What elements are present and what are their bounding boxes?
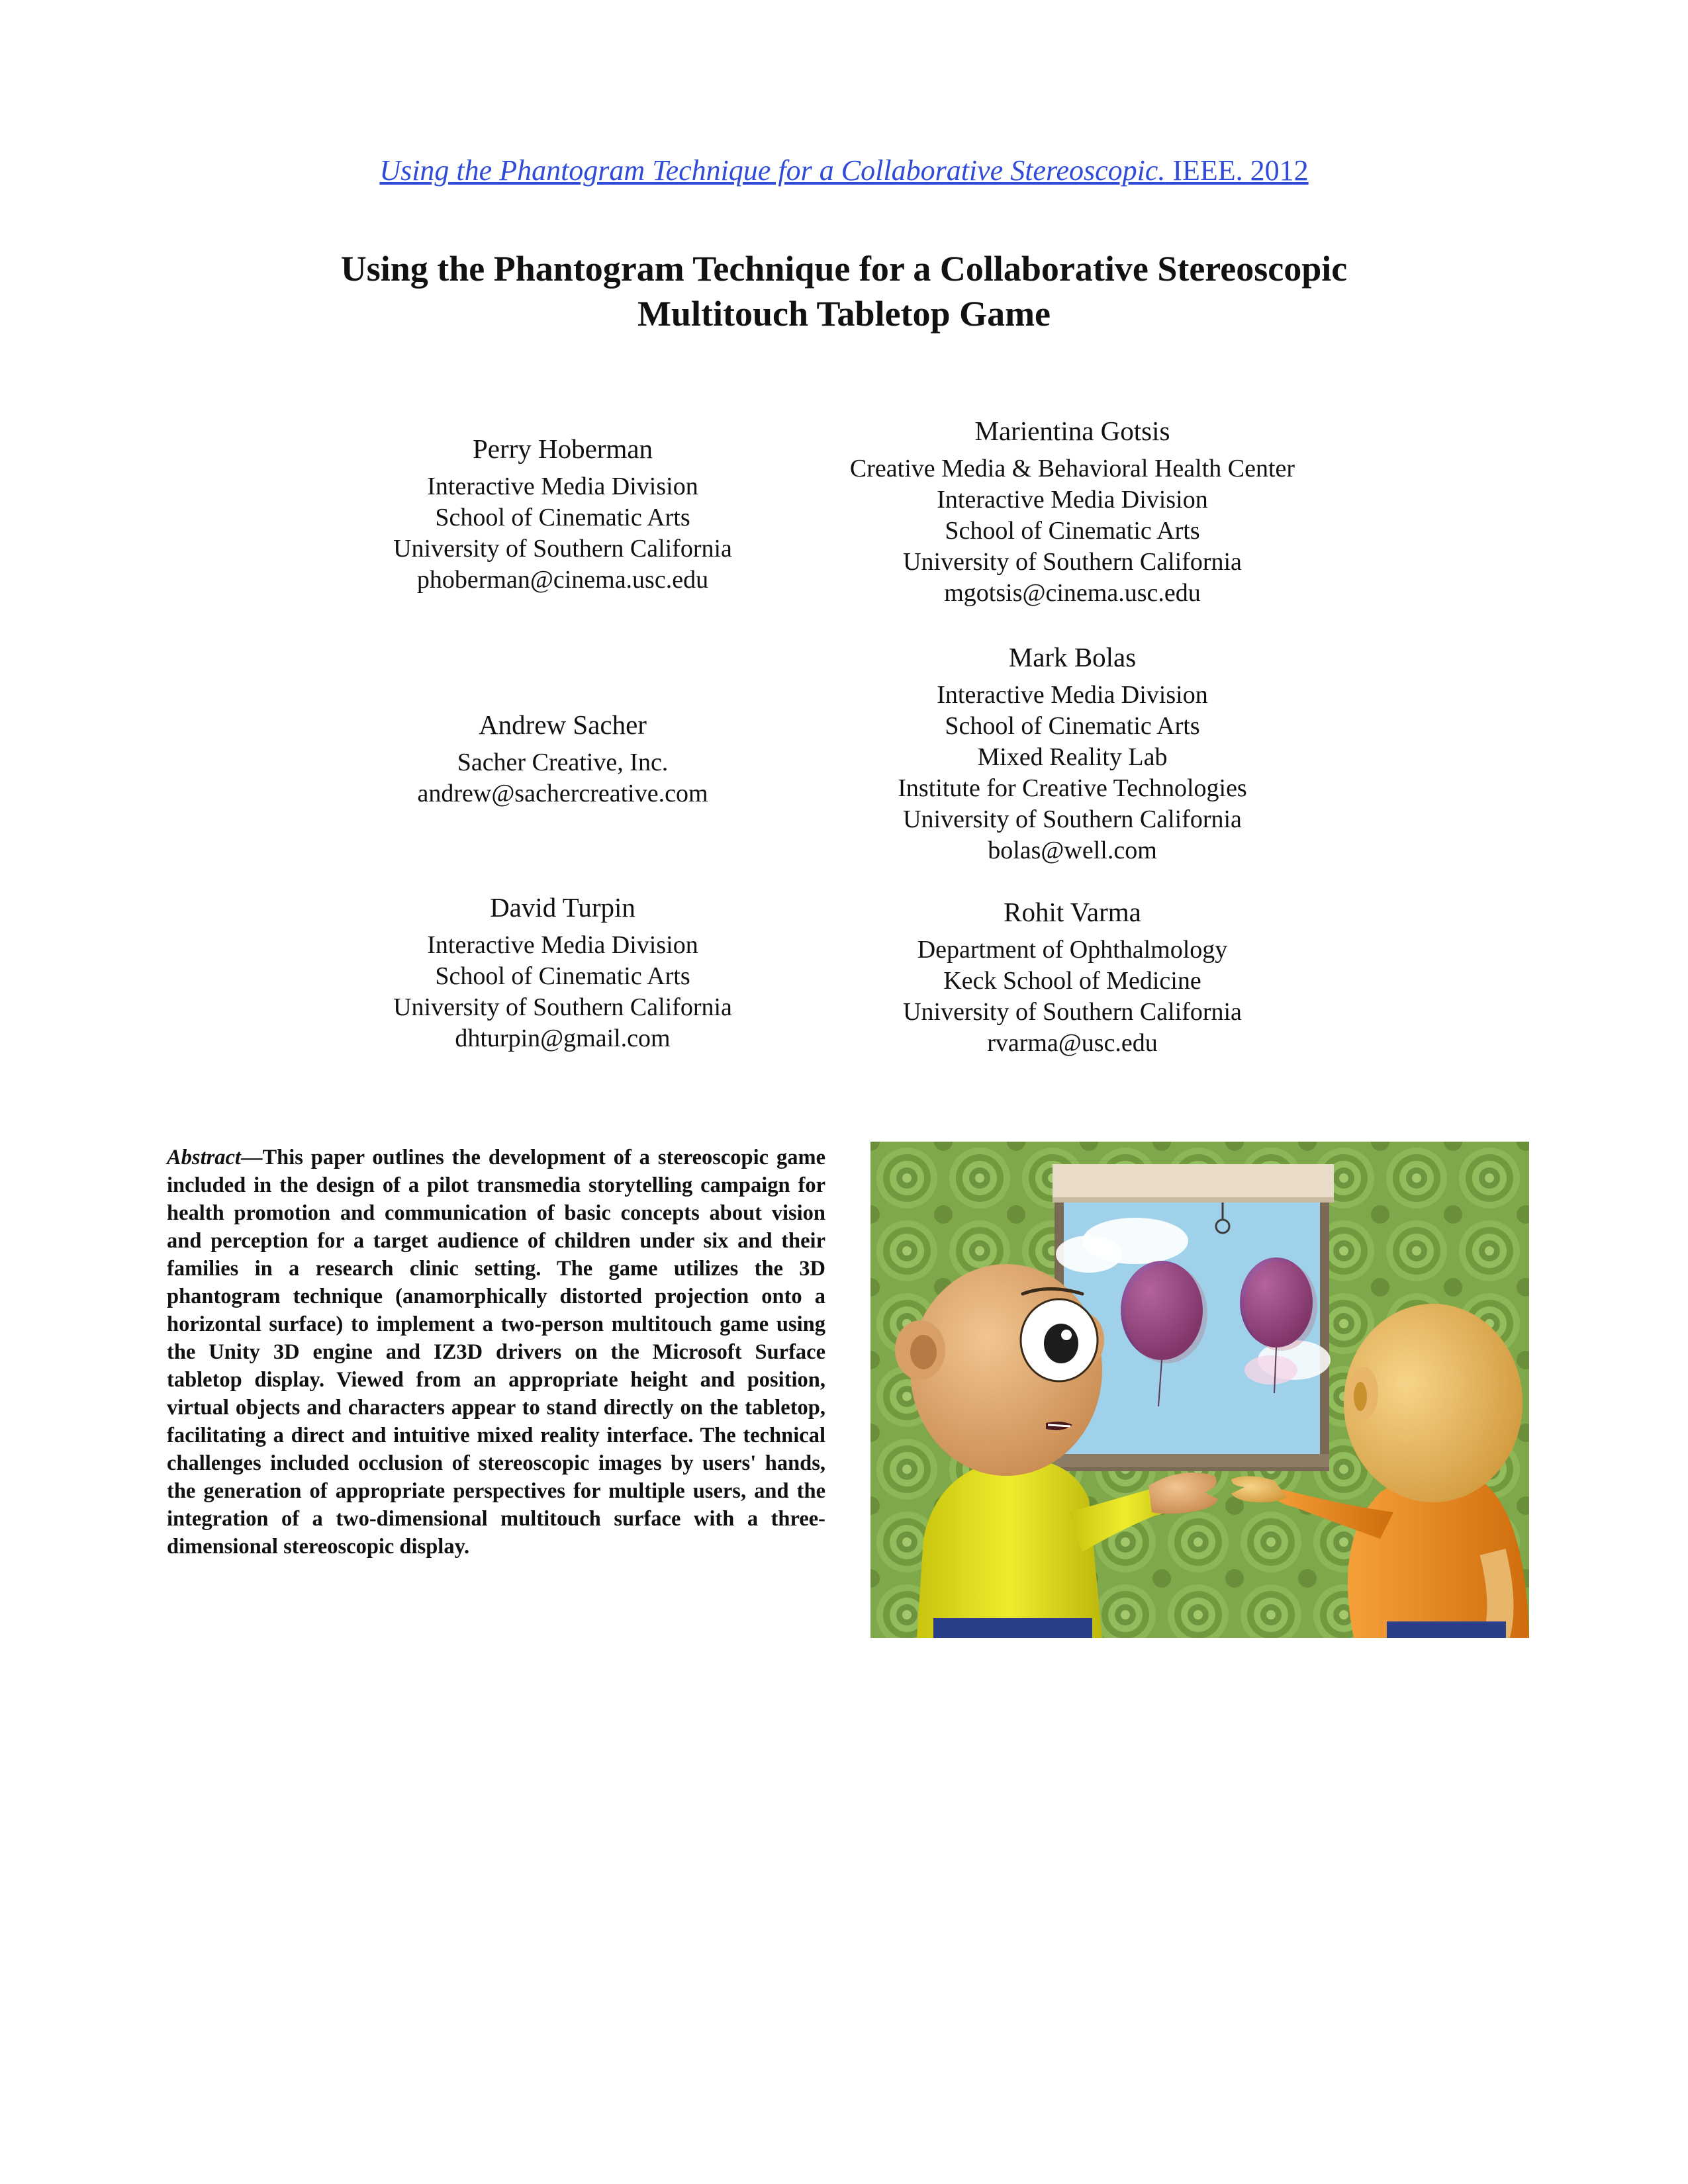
author-affiliation: Interactive Media Division	[427, 473, 698, 500]
author-block-bolas	[834, 642, 1311, 866]
author-block-hoberman	[357, 433, 768, 596]
author-email: rvarma@usc.edu	[987, 1029, 1158, 1057]
author-affiliation: University of Southern California	[903, 805, 1242, 833]
author-name: Rohit Varma	[1004, 897, 1141, 927]
window-blind	[1053, 1164, 1334, 1203]
author-affiliation: University of Southern California	[903, 998, 1242, 1026]
citation-link[interactable]	[379, 154, 1308, 187]
author-affiliation: School of Cinematic Arts	[435, 962, 690, 990]
author-name: Marientina Gotsis	[974, 416, 1170, 446]
game-scene-illustration	[870, 1142, 1529, 1638]
author-affiliation: Interactive Media Division	[427, 931, 698, 959]
author-email: andrew@sachercreative.com	[417, 780, 708, 807]
game-screenshot-figure	[870, 1142, 1529, 1638]
author-affiliation: Mixed Reality Lab	[977, 743, 1168, 771]
author-affiliation: Department of Ophthalmology	[917, 936, 1228, 964]
pants-right	[1387, 1621, 1506, 1638]
abstract-label: Abstract	[167, 1146, 241, 1169]
author-affiliation: Keck School of Medicine	[943, 967, 1201, 995]
author-email: phoberman@cinema.usc.edu	[416, 566, 709, 594]
author-email: dhturpin@gmail.com	[455, 1024, 671, 1052]
paper-title-line1: Using the Phantogram Technique for a Collaborative Stereoscopic	[340, 249, 1348, 289]
author-affiliation: Creative Media & Behavioral Health Center	[849, 455, 1295, 482]
author-block-varma	[834, 897, 1311, 1059]
author-affiliation: Interactive Media Division	[937, 681, 1208, 709]
author-email: mgotsis@cinema.usc.edu	[944, 579, 1201, 607]
abstract-text: This paper outlines the development of a stereoscopic game included in the design of a pilot transmedia storytelling campaign for health promotion and communication of basic concepts about vision and perception for a target audience of children under six and their families in a research clinic setting. The game utilizes the 3D phantogram technique (anamorphically distorted projection onto a horizontal surface) to implement a two-person multitouch game using the Unity 3D engine and IZ3D drivers on the Microsoft Surface tabletop display. Viewed from an appropriate height and position, virtual objects and characters appear to stand directly on the tabletop, facilitating a direct and intuitive mixed reality interface. The technical challenges included occlusion of stereoscopic images by users' hands, the generation of appropriate perspectives for multiple users, and the integration of a two-dimensional multitouch surface with a three-dimensional stereoscopic display.	[167, 1146, 825, 1559]
author-block-sacher	[357, 709, 768, 809]
author-affiliation: Sacher Creative, Inc.	[457, 749, 669, 776]
author-name: Mark Bolas	[1008, 642, 1137, 672]
author-block-turpin	[357, 892, 768, 1054]
author-affiliation: Institute for Creative Technologies	[898, 774, 1247, 802]
author-name: Andrew Sacher	[479, 709, 647, 740]
abstract	[167, 1144, 825, 1561]
author-name: Perry Hoberman	[472, 433, 653, 464]
citation-venue-year: IEEE. 2012	[1165, 154, 1309, 187]
author-affiliation: Interactive Media Division	[937, 486, 1208, 514]
author-affiliation: University of Southern California	[393, 993, 732, 1021]
author-name: David Turpin	[490, 892, 635, 923]
author-block-gotsis	[808, 416, 1337, 609]
author-email: bolas@well.com	[988, 837, 1157, 864]
author-affiliation: School of Cinematic Arts	[945, 712, 1200, 740]
paper-title	[0, 246, 1688, 336]
abstract-dash: —	[240, 1146, 263, 1169]
author-affiliation: University of Southern California	[903, 548, 1242, 576]
author-affiliation: School of Cinematic Arts	[435, 504, 690, 531]
citation-header	[0, 154, 1688, 187]
author-affiliation: School of Cinematic Arts	[945, 517, 1200, 545]
paper-title-line2: Multitouch Tabletop Game	[637, 294, 1051, 334]
author-affiliation: University of Southern California	[393, 535, 732, 563]
pants-left	[933, 1618, 1092, 1638]
citation-title: Using the Phantogram Technique for a Collaborative Stereoscopic.	[379, 154, 1166, 187]
